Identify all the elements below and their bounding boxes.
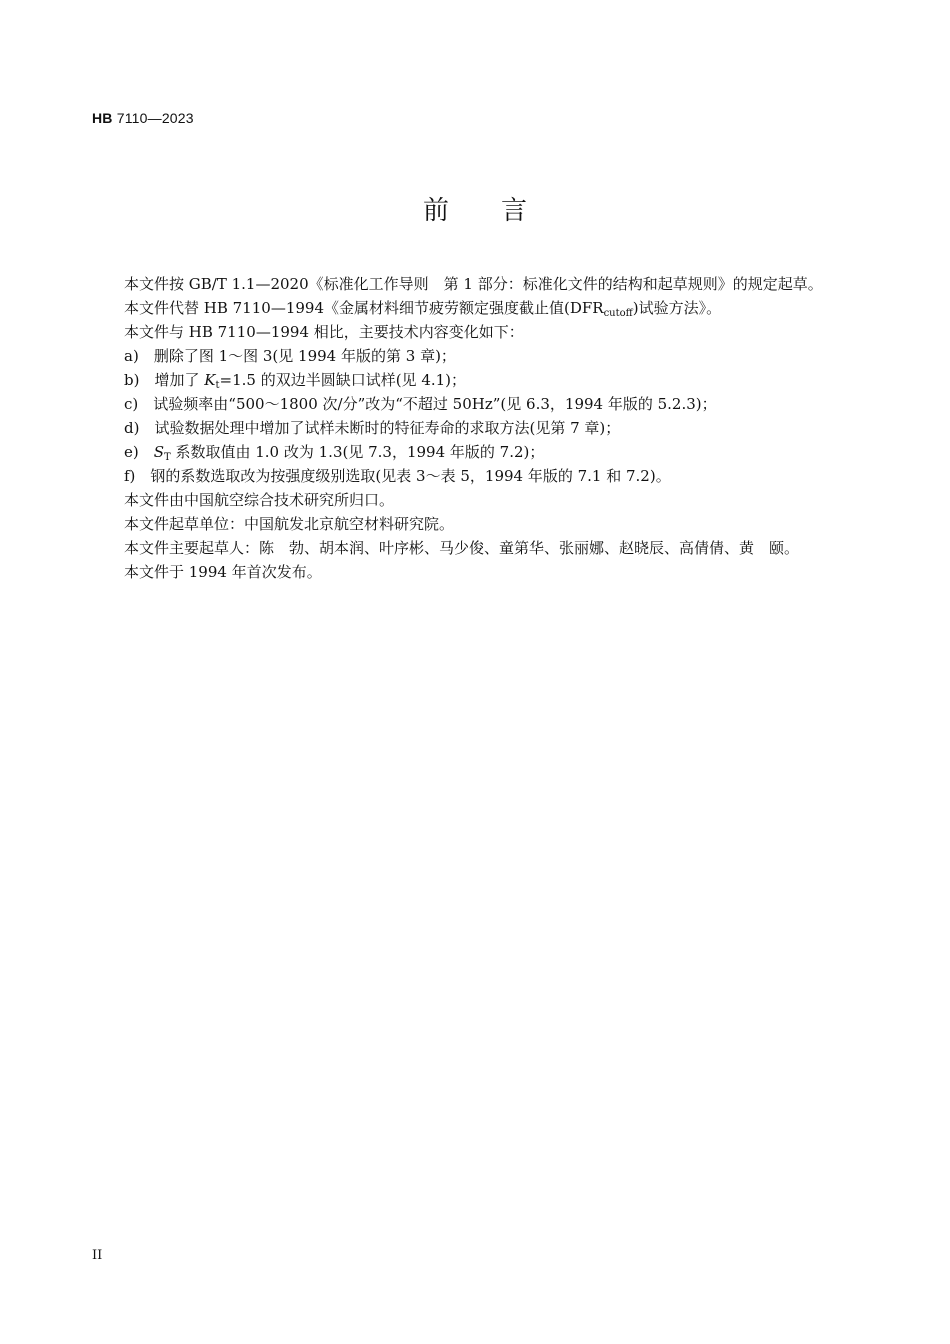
paragraph-changes-intro: 本文件与 HB 7110—1994 相比，主要技术内容变化如下： xyxy=(124,323,524,341)
paragraph-drafters: 本文件主要起草人：陈 勃、胡本润、叶序彬、马少俊、童第华、张丽娜、赵晓辰、高倩倩、黄 颐。 xyxy=(124,539,800,557)
list-text-post: =1.5 的双边半圆缺口试样(见 4.1)； xyxy=(219,371,467,389)
list-text: 删除了图 1～图 3(见 1994 年版的第 3 章)； xyxy=(153,347,456,365)
foreword-body xyxy=(92,272,844,584)
list-text-post: 系数取值由 1.0 改为 1.3(见 7.3，1994 年版的 7.2)； xyxy=(170,443,545,461)
document-code-number: 7110—2023 xyxy=(116,110,194,126)
list-item xyxy=(92,368,844,392)
list-marker: c) xyxy=(124,395,139,413)
list-item xyxy=(92,440,844,464)
list-item xyxy=(92,416,844,440)
variable-k-subscript: t xyxy=(215,380,220,391)
list-text: 试验频率由“500～1800 次/分”改为“不超过 50Hz”(见 6.3，1994 年版的 5.2.3)； xyxy=(153,395,717,413)
list-text-pre: 增加了 xyxy=(154,371,205,389)
dfr-subscript: cutoff xyxy=(603,308,633,319)
paragraph-drafting-rules: 本文件按 GB/T 1.1—2020《标准化工作导则 第 1 部分：标准化文件的结构和起草规则》的规定起草。 xyxy=(124,275,823,293)
list-marker: f) xyxy=(124,467,136,485)
paragraph-administered-by: 本文件由中国航空综合技术研究所归口。 xyxy=(124,491,395,509)
list-item xyxy=(92,464,844,488)
list-marker: d) xyxy=(124,419,140,437)
list-item xyxy=(92,344,844,368)
variable-s-subscript: T xyxy=(164,452,171,463)
variable-k: K xyxy=(204,371,216,389)
variable-s: S xyxy=(153,443,165,461)
paragraph-drafting-unit: 本文件起草单位：中国航发北京航空材料研究院。 xyxy=(124,515,455,533)
paragraph-replacement-end: )试验方法》。 xyxy=(632,299,722,317)
list-marker: e) xyxy=(124,443,139,461)
list-text: 钢的系数选取改为按强度级别选取(见表 3～表 5，1994 年版的 7.1 和 7.2)。 xyxy=(150,467,671,485)
paragraph-first-release: 本文件于 1994 年首次发布。 xyxy=(124,563,322,581)
list-item xyxy=(92,392,844,416)
list-marker: b) xyxy=(124,371,140,389)
document-code-prefix: HB xyxy=(92,110,113,126)
paragraph-replacement-text: 本文件代替 HB 7110—1994《金属材料细节疲劳额定强度截止值(DFR xyxy=(124,299,604,317)
list-marker: a) xyxy=(124,347,139,365)
paragraph-replacement xyxy=(92,296,844,320)
document-code xyxy=(92,110,194,126)
page-number: II xyxy=(92,1248,103,1263)
list-text: 试验数据处理中增加了试样未断时的特征寿命的求取方法(见第 7 章)； xyxy=(154,419,621,437)
page-title: 前言 xyxy=(422,196,579,226)
